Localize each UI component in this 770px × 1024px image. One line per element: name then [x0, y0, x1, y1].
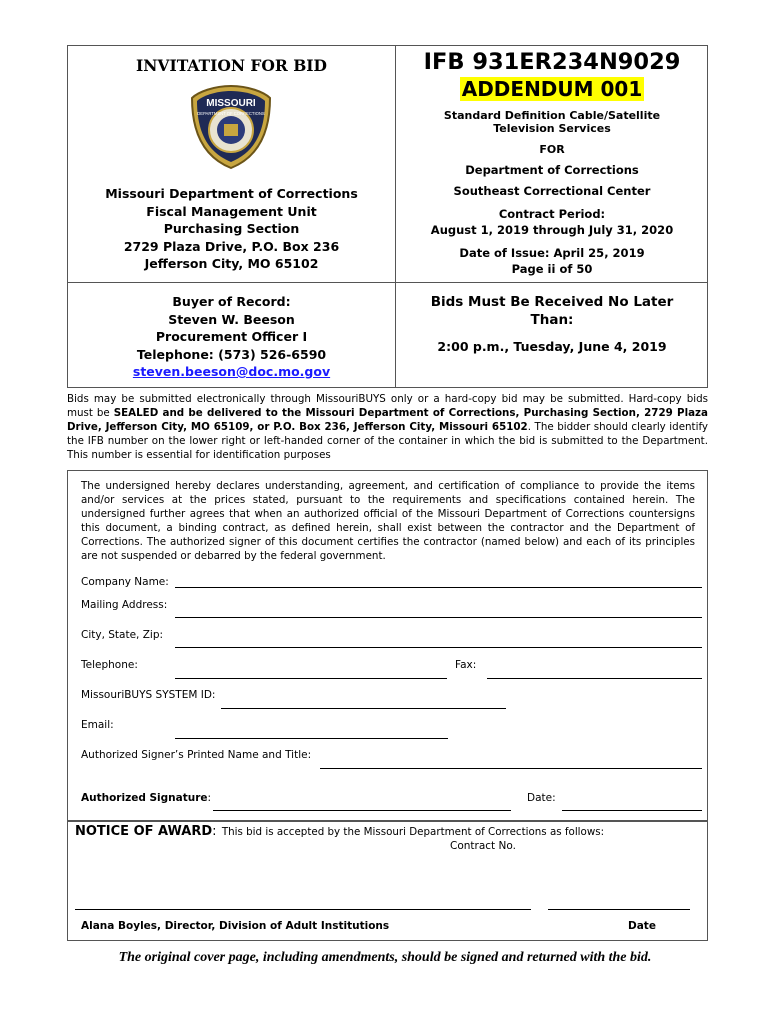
missouri-doc-seal [190, 84, 272, 170]
fax-label: Fax: [455, 659, 477, 671]
buyer-name: Steven W. Beeson [168, 311, 295, 327]
buyer-of-record [68, 293, 395, 381]
mailing-address-field[interactable] [175, 617, 702, 618]
authorized-signature-text: Authorized Signature [81, 792, 208, 804]
company-name-label: Company Name: [81, 576, 169, 588]
authorized-signature-colon: : [207, 792, 212, 804]
buyer-email-link[interactable]: steven.beeson@doc.mo.gov [132, 364, 331, 379]
agency-line-2: Fiscal Management Unit [146, 203, 317, 219]
notice-of-award-colon: : [212, 824, 217, 839]
telephone-label: Telephone: [81, 659, 138, 671]
seal-ring-text: DEPARTMENT OF CORRECTIONS [197, 111, 265, 116]
instructions-bold: SEALED and be delivered to the Missouri Department of Corrections, Purchasing Section, 2729 Plaza Drive, Jefferson City, MO 65109, or P.O. Box 236, Jefferson City, Missouri 65102 [67, 407, 708, 433]
agency-address [68, 185, 395, 273]
issue-info [396, 246, 708, 277]
addendum-label: ADDENDUM 001 [461, 77, 643, 101]
director-signer-name: Alana Boyles, Director, Division of Adult Institutions [81, 920, 390, 932]
contract-period-dates: August 1, 2019 through July 31, 2020 [430, 222, 674, 237]
agency-line-4: 2729 Plaza Drive, P.O. Box 236 [123, 238, 340, 254]
authorized-signature-label [81, 792, 211, 804]
notice-of-award-title: NOTICE OF AWARD [75, 824, 213, 839]
signature-date-label: Date: [527, 792, 556, 804]
city-state-zip-label: City, State, Zip: [81, 629, 164, 641]
director-date-label: Date [628, 920, 656, 932]
missouribuys-id-label: MissouriBUYS SYSTEM ID: [81, 689, 216, 701]
agency-divider [67, 282, 708, 283]
department-name: Department of Corrections [465, 163, 639, 177]
instructions-part-1: Bids may be submitted electronically through MissouriBUYS only or a hard-copy bid may be submitted. Hard-copy bids must be [67, 393, 708, 419]
submission-instructions [67, 392, 708, 462]
declaration-text: The undersigned hereby declares understanding, agreement, and certification of compliance to provide the items and/or services at the prices stated, pursuant to the requirements and specifications contained herein. The undersigned further agrees that when an authorized official of the Missouri Department of Corrections countersigns this document, a binding contract, as defined herein, shall exist between the contractor and the Department of Corrections. The authorized signer of this document certifies the contractor (named below) and each of its principles are not suspended or debarred by the federal government. [81, 480, 695, 562]
agency-line-1: Missouri Department of Corrections [105, 186, 358, 201]
deadline [396, 293, 708, 329]
facility-name: Southeast Correctional Center [453, 184, 651, 198]
agency-line-5: Jefferson City, MO 65102 [144, 256, 319, 271]
director-signature-line[interactable] [75, 909, 531, 910]
notice-of-award-text: This bid is accepted by the Missouri Department of Corrections as follows: [221, 826, 605, 838]
contract-period-label: Contract Period: [498, 207, 606, 221]
deadline-time: 2:00 p.m., Tuesday, June 4, 2019 [437, 339, 667, 354]
contract-period [396, 207, 708, 238]
missouribuys-id-field[interactable] [221, 708, 506, 709]
notice-of-award-heading [75, 824, 604, 840]
buyer-title: Procurement Officer I [155, 329, 308, 344]
email-field[interactable] [175, 738, 448, 739]
director-date-line[interactable] [548, 909, 690, 910]
deadline-line-1: Bids Must Be Received No Later [430, 294, 674, 310]
ifb-number: IFB 931ER234N9029 [423, 49, 681, 75]
company-name-field[interactable] [175, 587, 702, 588]
signature-date-field[interactable] [562, 810, 702, 811]
service-description [396, 110, 708, 135]
contract-number-label: Contract No. [450, 840, 516, 852]
mailing-address-label: Mailing Address: [81, 599, 168, 611]
service-line-2: Television Services [493, 121, 611, 135]
service-line-1: Standard Definition Cable/Satellite [443, 109, 661, 122]
addendum-wrapper [396, 76, 708, 102]
date-of-issue: Date of Issue: April 25, 2019 [459, 246, 645, 260]
for-label: FOR [539, 143, 565, 156]
page-number: Page ii of 50 [511, 261, 593, 276]
email-label: Email: [81, 719, 114, 731]
deadline-line-2: Than: [530, 312, 574, 328]
buyer-telephone: Telephone: (573) 526-6590 [136, 346, 327, 362]
instructions-part-2: . The bidder should clearly identify the IFB number on the lower right or left-handed corner of the container in which the bid is submitted to the Department. This number is essential for identification purposes [67, 421, 708, 461]
agency-line-3: Purchasing Section [163, 221, 300, 236]
seal-top-text: MISSOURI [206, 98, 256, 109]
authorized-signature-field[interactable] [213, 810, 511, 811]
city-state-zip-field[interactable] [175, 647, 702, 648]
invitation-title: INVITATION FOR BID [136, 56, 327, 75]
buyer-label: Buyer of Record: [172, 294, 291, 309]
footer-note: The original cover page, including amendments, should be signed and returned with the bid. [118, 950, 652, 965]
signer-name-title-label: Authorized Signer’s Printed Name and Title: [81, 749, 312, 761]
telephone-field[interactable] [175, 678, 447, 679]
fax-field[interactable] [487, 678, 702, 679]
signer-name-title-field[interactable] [320, 768, 702, 769]
